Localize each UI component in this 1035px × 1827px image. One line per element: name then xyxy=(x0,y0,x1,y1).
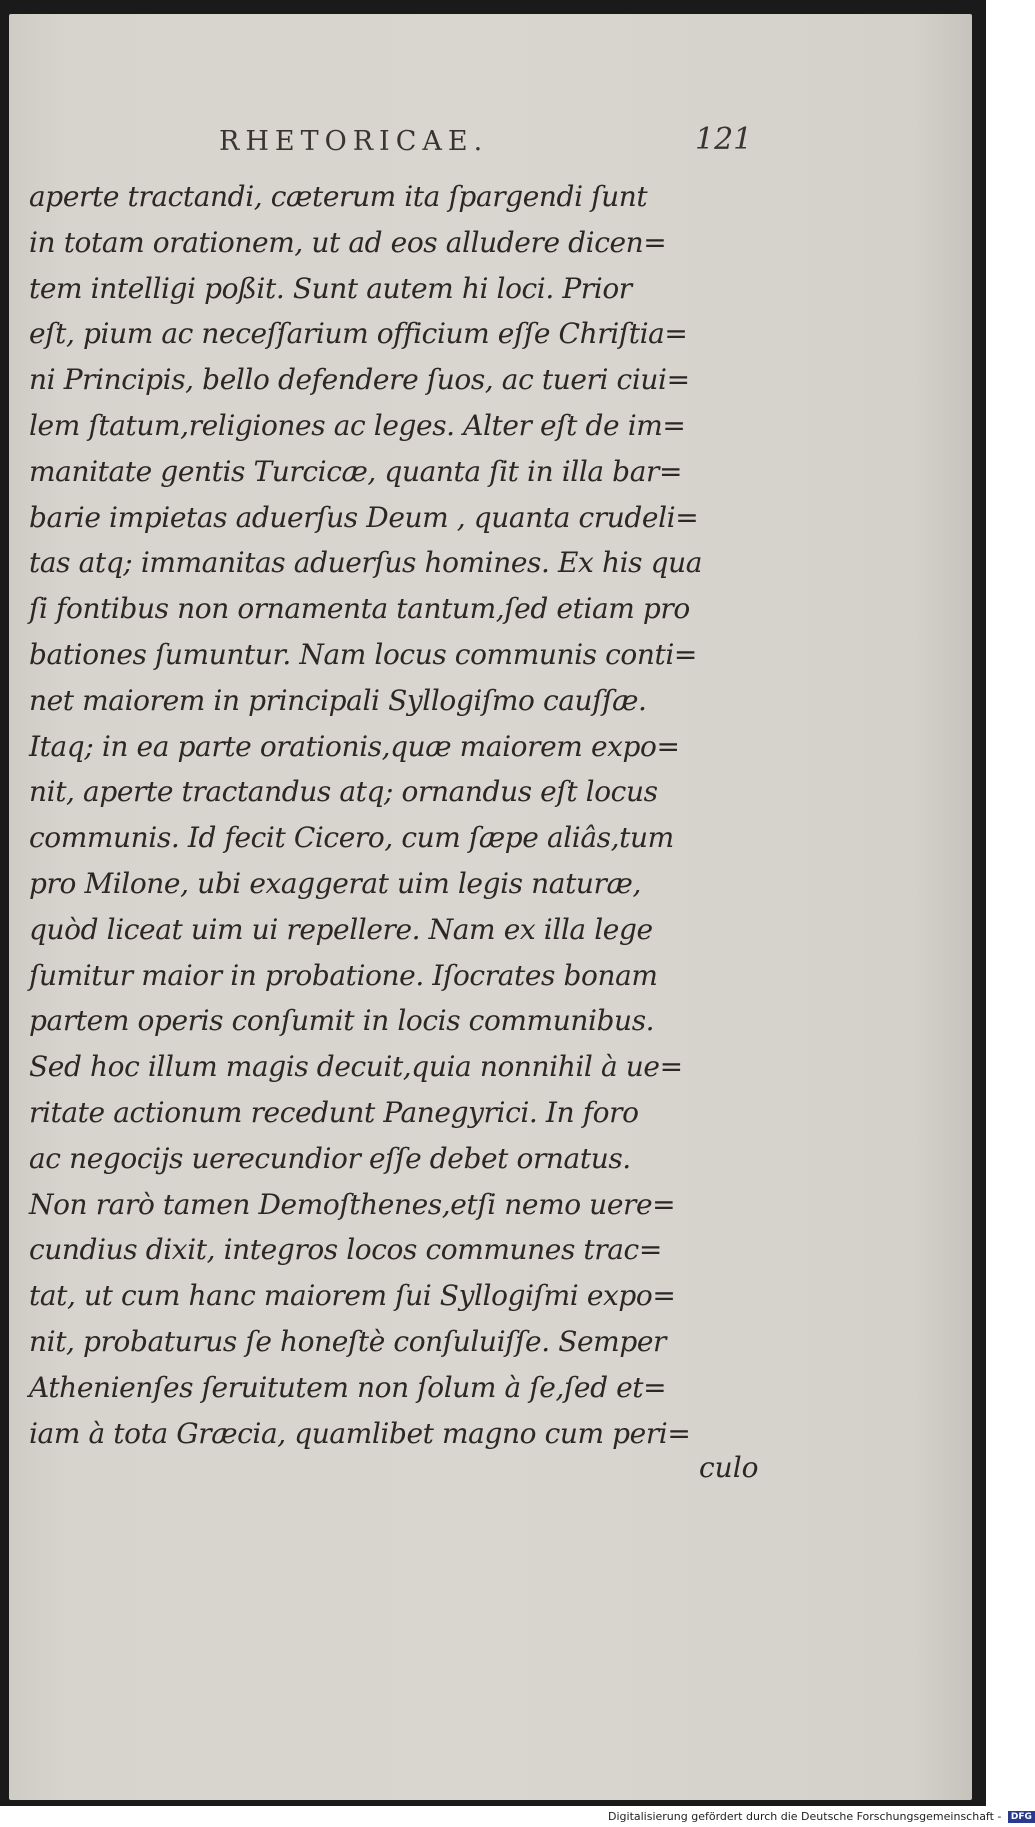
text-line: communis. Id fecit Cicero, cum ſæpe aliâs,tum xyxy=(29,821,674,855)
text-line: quòd liceat uim ui repellere. Nam ex illa lege xyxy=(29,912,653,946)
dfg-logo: DFG xyxy=(1008,1811,1035,1823)
text-line: ac negocijs uerecundior eſſe debet ornatus. xyxy=(29,1141,631,1175)
text-line: tem intelligi poßit. Sunt autem hi loci. Prior xyxy=(29,271,632,305)
text-line: Itaq; in ea parte orationis,quæ maiorem expo= xyxy=(29,729,680,763)
text-line: iam à tota Græcia, quamlibet magno cum peri= xyxy=(29,1416,691,1450)
text-line: ni Principis, bello defendere ſuos, ac tueri ciui= xyxy=(29,363,690,397)
text-line: pro Milone, ubi exaggerat uim legis naturæ, xyxy=(29,866,641,900)
text-line: Sed hoc illum magis decuit,quia nonnihil à ue= xyxy=(29,1050,683,1084)
text-line: Athenienſes ſeruitutem non ſolum à ſe,ſed et= xyxy=(29,1370,667,1404)
text-line: in totam orationem, ut ad eos alludere dicen= xyxy=(29,225,667,259)
body-text xyxy=(29,174,749,1456)
text-line: tas atq; immanitas aduerſus homines. Ex his qua xyxy=(29,546,703,580)
page-number: 121 xyxy=(695,122,753,157)
text-line: ſumitur maior in probatione. Iſocrates bonam xyxy=(29,958,658,992)
digitization-credit xyxy=(608,1810,1035,1823)
text-line: barie impietas aduerſus Deum , quanta crudeli= xyxy=(29,500,699,534)
text-line: ſi fontibus non ornamenta tantum,ſed etiam pro xyxy=(29,592,690,626)
text-line: tat, ut cum hanc maiorem ſui Syllogiſmi expo= xyxy=(29,1279,676,1313)
text-line: Non rarò tamen Demoſthenes,etſi nemo uere= xyxy=(29,1187,676,1221)
text-line: eſt, pium ac neceſſarium officium eſſe Chriſtia= xyxy=(29,317,688,351)
text-line: ritate actionum recedunt Panegyrici. In foro xyxy=(29,1095,639,1129)
text-line: cundius dixit, integros locos communes trac= xyxy=(29,1233,662,1267)
catchword: culo xyxy=(699,1451,759,1484)
credit-text: Digitalisierung gefördert durch die Deutsche Forschungsgemeinschaft - xyxy=(608,1810,1002,1823)
book-page xyxy=(9,14,972,1800)
text-line: bationes ſumuntur. Nam locus communis conti= xyxy=(29,637,697,671)
text-line: nit, aperte tractandus atq; ornandus eſt locus xyxy=(29,775,658,809)
text-line: aperte tractandi, cæterum ita ſpargendi ſunt xyxy=(29,180,648,213)
running-header: RHETORICAE. xyxy=(219,126,489,157)
text-line: lem ſtatum,religiones ac leges. Alter eſt de im= xyxy=(29,408,686,442)
text-line: nit, probaturus ſe honeſtè conſuluiſſe. Semper xyxy=(29,1324,667,1358)
text-line: partem operis conſumit in locis communibus. xyxy=(29,1004,655,1038)
text-line: manitate gentis Turcicæ, quanta ſit in illa bar= xyxy=(29,454,683,488)
text-line: net maiorem in principali Syllogiſmo cauſſæ. xyxy=(29,683,647,717)
